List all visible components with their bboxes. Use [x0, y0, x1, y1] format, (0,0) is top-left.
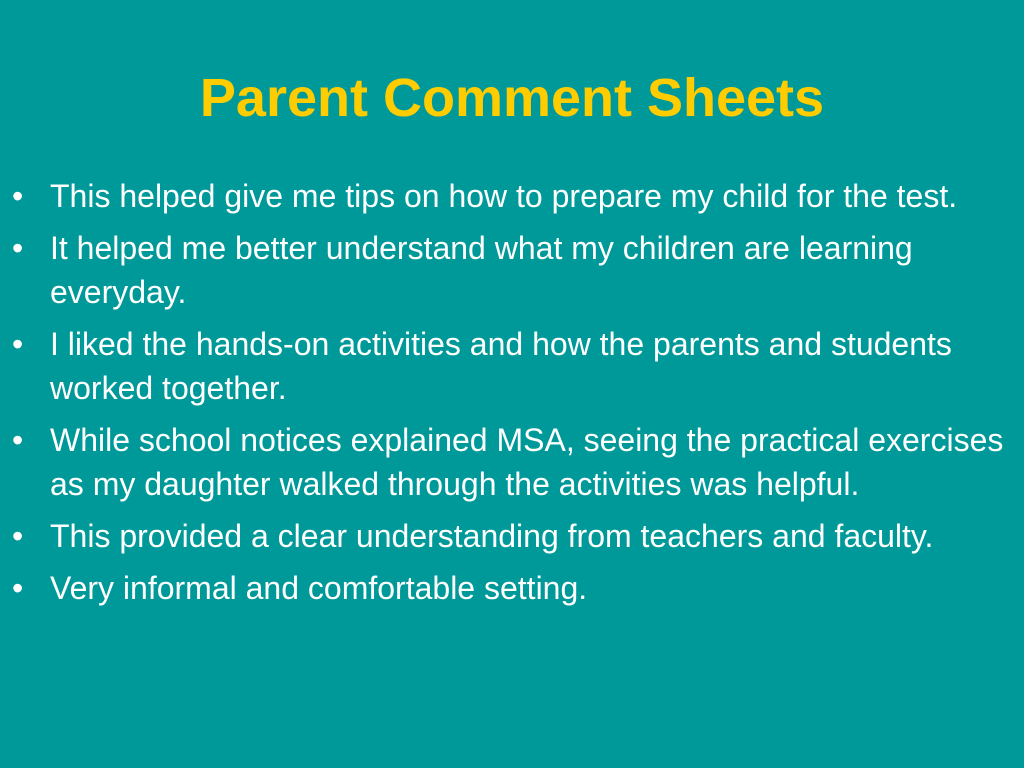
bullet-icon: •: [12, 518, 24, 554]
bullet-item: [12, 514, 1017, 558]
bullet-item: [12, 322, 1017, 410]
bullet-list: [12, 174, 1017, 618]
bullet-icon: •: [12, 326, 24, 362]
slide-title: Parent Comment Sheets: [199, 68, 825, 128]
bullet-icon: •: [12, 178, 24, 214]
bullet-item: [12, 566, 1017, 610]
bullet-icon: •: [12, 230, 24, 266]
bullet-item: [12, 174, 1017, 218]
bullet-text: I liked the hands-on activities and how the parents and students worked together.: [50, 326, 952, 406]
bullet-icon: •: [12, 422, 24, 458]
bullet-text: It helped me better understand what my children are learning everyday.: [50, 230, 913, 310]
bullet-text: Very informal and comfortable setting.: [50, 570, 588, 606]
bullet-text: This provided a clear understanding from teachers and faculty.: [50, 518, 934, 554]
bullet-icon: •: [12, 570, 24, 606]
bullet-text: This helped give me tips on how to prepare my child for the test.: [50, 178, 958, 214]
bullet-item: [12, 418, 1017, 506]
bullet-item: [12, 226, 1017, 314]
bullet-text: While school notices explained MSA, seeing the practical exercises as my daughter walked through the activities was helpful.: [50, 422, 1004, 502]
